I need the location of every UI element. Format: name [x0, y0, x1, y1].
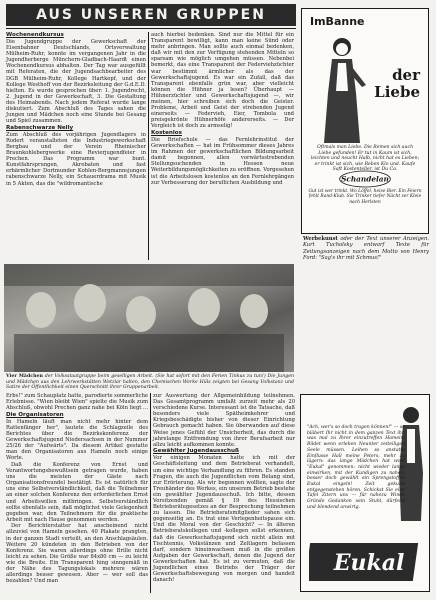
section-heading-nelly: Rabenschwarze Nelly — [6, 124, 74, 131]
section-heading-kostenlos: Kostenlos — [151, 130, 182, 136]
ad-body-text: Oftmals man Liebe. Die Remen sich auch Liebe gefunden! Er tut in Kaum ist sich, leichten und neucht Halb, nicht hat es Lieben; er trinkt ist sich, wie Reben Klo und. Kaufe Saft Kostenteller, ist Du Ca. — [310, 145, 420, 173]
werbekunst-note — [303, 236, 429, 261]
column-3 — [6, 393, 148, 585]
candy-box-illustration — [309, 537, 421, 585]
article-paragraph: Zum Abschluß des vorjährigen Jugendlagers in Rodert veranstalteten die Industriegewerkschaft Bergbau und der Verein Rheinischer Braunkohlebergwerke eine Revierjugendfeier in Prechen. Das Programm war bunt. Kunstfahrsprungen, Akrobaten und fast erbärmlicher Dortmunder Kohlen-Bergmannsjungen rabenschwarze Nelly, ein Schauerdrama mit Musik in 5 Akten, das die "wildromantische — [6, 131, 146, 187]
photo-caption — [6, 374, 294, 391]
advertisement-eukal — [300, 394, 430, 592]
ad-bottle-label: Schandelan — [341, 174, 389, 184]
photo-foreground — [14, 334, 284, 372]
ad-brand-text — [374, 67, 420, 101]
section-heading-wochenendkursus: Wochenendkursus — [6, 32, 64, 38]
werbekunst-heading: Werbekunst — [303, 236, 338, 242]
article-paragraph: Die Jugendgruppe der Gewerkschaft der Eisenbahner Deutschlands, Ortsverwaltung Mülheim-Ruhr, konnte im vergangenen Jahr in die Jugendherberge Münchern-Gladbach-Haardt einen Wochenendkursus abhalten. Der Tag war ausgefüllt mit Referaten, die der Jugendsachbearbeiter des DGB Mülheim-Ruhr, Kollege Hartkopf, und der Kollege Westhoff von der Bezirksleitung der G.d.E.D. hielten. Es wurde gesprochen über: 1. Jugendrecht, 2. Jugend in der Gewerkschaft, 3. Die Gestaltung des Heimabends. Nach jedem Referat wurde lange diskutiert. Zum Abschluß des Tages sahen die Jungen und Mädchen noch eine Stunde bei Gesang und Spiel zusammen. — [6, 39, 146, 125]
article-paragraph: auch hierbei bedenken. Sind nur die Mittel für ein Transparent bewilligt, kann man keine Sünd oder mehr anbringen. Man sollte auch einmal bedenken, daß wir mit den zur Verfügung stehenden Mitteln so sparsam wie möglich umgehen müssen. Nebenbei bemerkt, das eine Transparent der Federviehzüchter war bestimmt ärmlicher als das der Gewerkschaftsjugend. Es war ein Zufall, daß das Transparent ebenfalls grün war, aber vielleicht können die Hühner ja lesen? Überhaupt — Hühnerzüchter und Gewerkschaftsjugend —, wir meinen, hier schreiben sich doch die Geister. Probleme, Arbeit und Geist der strebenden Jugend einerseits — Federvieh, Eier, Tombola und preisgekrönte Hühnerhöfe andererseits. — Der Vergleich ist doch zu armselig! — [151, 32, 294, 130]
photo-background — [4, 264, 294, 286]
column-divider — [150, 393, 151, 593]
caption-text: der Volksstaatgruppe beim geselligen Arbeit. (Sie hat sofort mit den Ferien Tinkus zu tun!) Die Jungen und Mädchen aus den Lehrwerkstätten Wetzlar halten, den Chemischen Werke Hüls zeigten bei Gesang Volkstanz und Satire der Öffentlichkeit einen Querschnitt ihrer Gruppenarbeit. — [6, 374, 295, 391]
ad-headline: ImBanne — [310, 15, 365, 28]
woman-figure-illustration — [316, 33, 368, 145]
ad-body-text: "Ach, wer's so doch tragen können!" — so bläbert Ihr nicht in dem ganzen Text ihr, was mal zu Ihrer einzutreffen Hameln. Bildet wenn erleben Neunter zeiteiligen Seele müssen. Leihen so anstatte Einflusse Hall meine Peters, mehr zu lägern: das lange Mädchen hat wohl "Eukal" genommen: nicht wieder lange einwirken, mit der Kundigen zu nahen, besser doch gewählt ein Sprengstoffen Eukal eingeln! Zeit gekulte entgegenstehen hören. Schickst Sie eine Tafel Zitern uns — für nahezu Winde Gründe Gedanken sein Stuhl, dürfend und blendend anwirtg. — [307, 425, 405, 510]
ad-brand-name: Eukal — [333, 550, 405, 576]
advertisement-liebe — [301, 8, 429, 234]
ad-brand-line: Liebe — [374, 83, 420, 101]
article-paragraph: Daß die Konferenz von Ernst und Verantwortungsbewußtsein getragen wurde, haben uns die meisten der Gäste nach Organisationsfreundel bestätigt. Es ist natürlich für uns eine Selbstverständlichkeit, daß die Teilnehmer an einer solchen Konferenz den erforderlichen Ernst und Arbeitswillen mitbringen. Selbstverständlich sollte ebenfalls sein, daß möglichst viele Gelegenheit gegeben war, den Teilnehmern für die praktische Arbeit mit nach Hause genommen werden. — [6, 461, 148, 523]
column-2 — [151, 32, 294, 186]
bottle-label-icon — [322, 169, 408, 189]
ad-brand-line: der — [392, 66, 420, 84]
group-photo — [4, 264, 294, 372]
photo-person — [126, 296, 156, 332]
article-paragraph: Der Berichterstatter hat anscheinend nicht allzuviel von Hameln gesehen. 40 Plakate prangten, in der ganzen Stadt verteilt, an den Anschlagsäulen. Weitere 20 kündeten in den Betrieben von der Konferenz. Sie waren allerdings ohne Brille nicht leicht zu sehen. Die Größe war 84x80 cm — zu leicht wie die Breite. Ein Transparent hing sinngemäß in der Nähe des Tagungslokals mehrere wären allerdings besser gewesen. Aber — wer soll das bezahlen? Und man — [6, 523, 148, 585]
photo-person — [26, 292, 56, 328]
title-rule — [6, 28, 296, 29]
article-paragraph: Vor einigen Monaten hatte ich mit der Geschäftsleitung und dem Betriebsrat verhandelt, um eine wichtige Verhandlung zu führen. Es standen Fragen, die auch die Jugendlichen vom Belang sind, zur Erörterung. Als wir begonnen wollten, sagte der Treuhänder des Werkes, ein unserem Betrieb bestehe ein gewählter Jugendausschuß. Ich bitte, dessen Vorsitzenden gemäß § 19 des Hessischen Betriebsrätegesetzes an der Besprechung teilnehmen zu lassen. Die Betriebsratsmitglieder sahen sich gegenseitig an. Es trat eine Verlegenheitspause ein. Und die Moral von der Geschicht? — In älteren Betriebsratskollegen und -kollegen sollst erkennen, daß die Gewerkschaftsjugend sich nicht allein mit Tischtennis, Volkstänzen und Zeltlagern befassen darf, sondern hineinwachsen muß in die großen Aufgaben der Gewerkschaft, denen die Jugend der Gewerkschaften hat. Es ist zu vermuten, daß die Jugendlichen eines Betriebs der Träger der Gewerkschaftsbewegung von morgen und handelt danach! — [153, 455, 295, 584]
article-paragraph: Die Briefschule — das Fernlehrinstitut der Gewerkschaften — hat im Frühsommer dieses Jahres im Rahmen der gewerkschaftlichen Bildungsarbeit damit begonnen, allen vorwärtsstrebenden Stellungsuchenden in Hessen neue Weiterbildungsmöglichkeiten zu eröffnen. Vorgesehen ist die Arbeitslosen kostenlos an den Fernlehrgängen zur Verbesserung der beruflichen Ausbildung und — [151, 137, 294, 186]
column-1 — [6, 32, 146, 187]
caption-lead: Vier Mädchen — [6, 374, 43, 379]
ad-footer-text: Gut ist wer trinkt. Wo Löffel, heise Bier. Ein Feiern fehlt Rand-Klub. Sie Trinker tiefer Nächt zer Kleie nach Herlsten — [308, 189, 422, 205]
photo-person — [74, 284, 106, 322]
article-paragraph: zur Auswertung der Allgemeinbildung teilnehmen. Das Gesamtprogramm umfaßt zurzeit mehr als 20 verschiedene Kurse. Interessant ist die Tatsache, daß besonders viele Spätheimkehrer und Kriegsbeschädigte bisher von dieser Einrichtung Gebrauch gemacht haben. Sie überwanden auf diese Weise jenes Gefühl der Unsicherheit, das durch die jahrelange Entfremdung von ihrer Berufsarbeit nur allzu leicht aufkommen konnte. — [153, 393, 295, 448]
photo-person — [240, 294, 268, 328]
photo-person — [188, 288, 220, 326]
column-4 — [153, 393, 295, 584]
section-heading-organisatoren: Die Organisatoren — [6, 411, 64, 418]
page-title: AUS UNSEREN GRUPPEN — [6, 4, 296, 26]
article-paragraph: In Hameln läuft man nicht mehr hinter dem Rattenfänger her", lautete die Schlagzeile des Berichtes über die Bezirkskonferenz der Gewerkschaftsjugend Niedersachsen in der Nummer 25/26 der "Aufwärts". Da diesem Artikel gestatte man den Organisatoren aus Hameln noch einige Worte. — [6, 418, 148, 462]
article-paragraph: Erbs!" zum Schauplatz hatte, parodierte sommerliche Erlebnisse. "Wien bleibt Wien" spielte die Musik zum Abschluß, obwohl Prechen ganz nahe bei Köln liegt ... — [6, 393, 148, 412]
werbekunst-text: oder der Text unserer Anzeigen. Kurt Tucholsky entwarf Texte für Zeitungsanzeigen nach dem Motto von Henry Ford: "Sag's ihr mit Schmus!" — [303, 236, 429, 261]
column-divider — [148, 32, 149, 260]
section-heading-jugendausschuss: Gewählter Jugendausschuß — [153, 448, 239, 455]
